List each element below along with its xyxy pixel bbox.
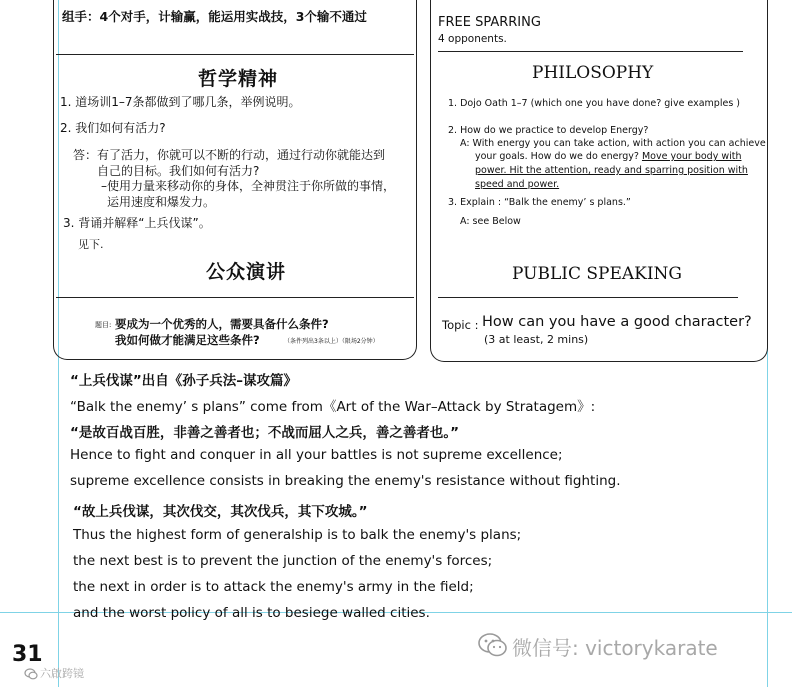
body-line-2: “Balk the enemy’ s plans” come from《Art of the War–Attack by Stratagem》: — [70, 399, 596, 415]
en-answer-2-line-4: speed and power. — [475, 179, 560, 190]
en-rule-1 — [438, 51, 743, 52]
en-question-1: 1. Dojo Oath 1–7 (which one you have done? give examples ) — [448, 98, 740, 109]
en-answer-2-line-2-underlined: Move your body with — [641, 151, 742, 162]
cn-sparring-text: 组手：4个对手，计输赢，能运用实战技，3个输不通过 — [62, 9, 367, 24]
en-topic-label: Topic : — [442, 318, 479, 332]
cn-rule-1 — [56, 54, 414, 55]
cn-topic-line-2: 我如何做才能满足这些条件? — [115, 333, 260, 347]
en-topic-note: (3 at least, 2 mins) — [484, 333, 589, 346]
cn-topic-line-1: 要成为一个优秀的人，需要具备什么条件? — [115, 317, 329, 331]
cn-answer-2-line-1: 答：有了活力，你就可以不断的行动，通过行动你就能达到 — [73, 148, 386, 162]
en-rule-2 — [438, 297, 738, 298]
wechat-id-watermark: 微信号: victorykarate — [512, 636, 718, 660]
body-line-10: and the worst policy of all is to besiege walled cities. — [73, 605, 430, 621]
en-sparring-sub: 4 opponents. — [438, 33, 507, 45]
body-line-7: Thus the highest form of generalship is to balk the enemy's plans; — [73, 527, 522, 543]
cn-question-2: 2. 我们如何有活力? — [60, 121, 166, 135]
corner-watermark: 六啟跨镜 — [40, 667, 84, 680]
cn-topic-label: 题目: — [95, 321, 112, 329]
en-question-2: 2. How do we practice to develop Energy? — [448, 125, 649, 136]
en-answer-2-line-2-plain: your goals. How do we do energy? — [475, 151, 642, 162]
body-line-3: “是故百战百胜，非善之善者也；不战而屈人之兵，善之善者也。” — [70, 425, 459, 441]
cn-question-1: 1. 道场训1–7条都做到了哪几条，举例说明。 — [60, 95, 301, 109]
cn-rule-2 — [56, 297, 414, 298]
cn-question-3: 3. 背诵并解释“上兵伐谋”。 — [63, 216, 211, 230]
en-question-3: 3. Explain : “Balk the enemy’ s plans.” — [448, 197, 631, 208]
en-answer-2-line-1: A: With energy you can take action, with action you can achieve — [460, 138, 766, 149]
en-answer-3: A: see Below — [460, 216, 521, 227]
en-answer-2-line-3: power. Hit the attention, ready and sparring position with — [475, 165, 748, 176]
cn-answer-2-line-3: –使用力量来移动你的身体，全神贯注于你所做的事情， — [101, 179, 396, 193]
wechat-logo-icon — [478, 632, 508, 662]
en-topic-text: How can you have a good character? — [482, 314, 752, 330]
cn-topic-note: （条件列出3条以上）（限场2分钟） — [284, 338, 379, 345]
cn-answer-3: 见下. — [78, 238, 104, 251]
body-line-1: “上兵伐谋”出自《孙子兵法–谋攻篇》 — [70, 373, 297, 389]
en-sparring-title: FREE SPARRING — [438, 15, 541, 30]
wechat-corner-icon — [24, 665, 38, 684]
cn-answer-2-line-4: 运用速度和爆发力。 — [107, 195, 216, 209]
en-answer-2-line-2 — [475, 151, 742, 162]
en-speaking-title: PUBLIC SPEAKING — [512, 264, 683, 284]
en-philosophy-title: PHILOSOPHY — [532, 63, 654, 83]
cn-philosophy-title: 哲学精神 — [198, 68, 279, 90]
body-line-5: supreme excellence consists in breaking the enemy's resistance without fighting. — [70, 473, 621, 489]
cn-answer-2-line-2: 自己的目标。我们如何有活力? — [97, 164, 260, 178]
page-number: 31 — [12, 642, 43, 667]
body-line-6: “故上兵伐谋，其次伐交，其次伐兵，其下攻城。” — [73, 504, 368, 520]
body-line-9: the next in order is to attack the enemy's army in the field; — [73, 579, 474, 595]
body-line-8: the next best is to prevent the junction of the enemy's forces; — [73, 553, 493, 569]
body-line-4: Hence to fight and conquer in all your battles is not supreme excellence; — [70, 447, 563, 463]
cn-speaking-title: 公众演讲 — [206, 261, 287, 283]
